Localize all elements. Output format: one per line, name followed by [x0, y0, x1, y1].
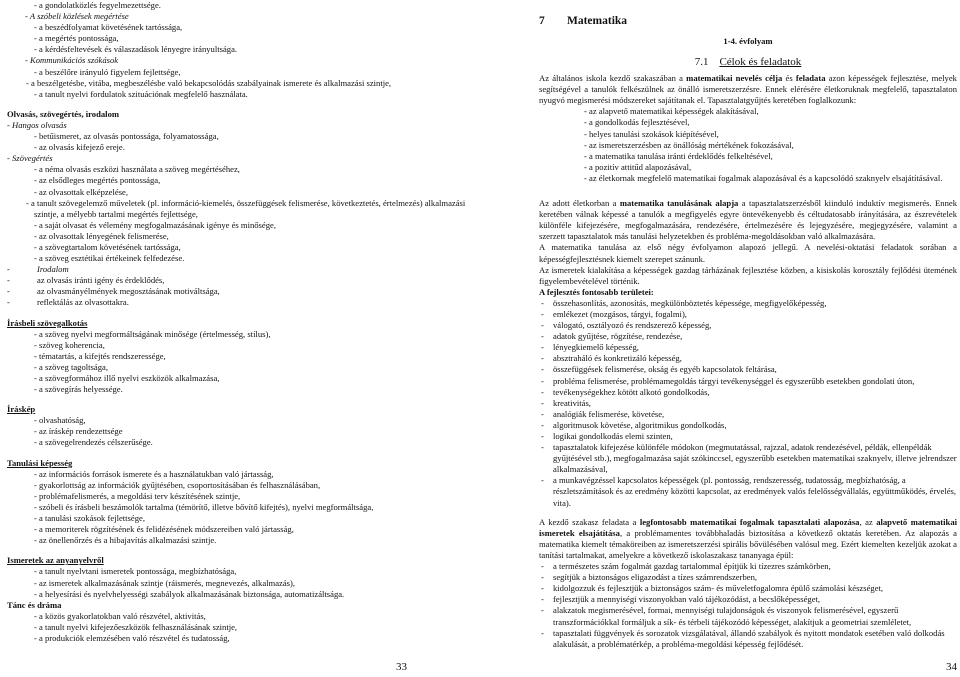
- literature-heading: - Irodalom: [7, 264, 69, 275]
- list-item: - alakzatok megismerésével, formai, mennyiségi tulajdonságok és viszonyok felismerésével, egyszerű transzformációkkal formáljuk a sík- és térbeli tájékozódó képességet, alakítjuk a geometriai szemléletet,: [541, 605, 912, 627]
- list-item: - kidolgozzuk és fejlesztjük a biztonságos szám- és műveletfogalomra épülő számolási készséget,: [541, 583, 884, 594]
- list-item: - válogató, osztályozó és rendszerező képesség,: [541, 320, 712, 331]
- list-item: - gyakorlottság az információk gyűjtésében, csoportosításában és felhasználásában,: [34, 479, 321, 490]
- list-item: - emlékezet (mozgásos, tárgyi, fogalmi),: [541, 308, 687, 319]
- list-item: - a szövegformához illő nyelvi eszközök alkalmazása,: [34, 373, 220, 383]
- drama-list: [7, 611, 470, 644]
- initial-stage-paragraph: A kezdő szakasz feladata a legfontosabb matematikai fogalmak tapasztalati alapozása, az alapvető matematikai ismeretek elsajátítása, a problémamentes továbbhaladás biztosítása a következő oktatás keretében. Az alapozás a matematika kiemelt témaköreiben az ismeretszerzési spirális bővülésében valósul meg. Ezért kiemelten kezeljük azokat a tanítási tartalmakat, amelyekre a következő iskolaszakasz tananyaga épül:: [539, 516, 958, 560]
- learning-list: [7, 469, 470, 547]
- induction-paragraph: Az adott életkorban a matematika tanulásának alapja a tapasztalatszerzésből kiinduló induktív megismerés. Ennek keretében válnak képessé a tanulók a megfigyelés egyre öntevékenyebb és céltudatosabb irányítására, az észrevételek különféle kifejezésére, megfogalmazására, rendezésére, értelmezésére és lejegyzésére, megjegyzésére, valamint a szerzett tapasztalatok más tanulási helyzetekben és probléma-megoldásokban való alkalmazására.: [539, 198, 957, 242]
- list-item: - Hangos olvasás: [7, 119, 67, 130]
- list-item: - analógiák felismerése, követése,: [541, 408, 665, 419]
- list-item: - a beszélgetésbe, vitába, megbeszélésbe való bekapcsolódás szabályainak ismerete és alkalmazási szintje,: [26, 77, 392, 88]
- list-item: - a kérdésfeltevések és válaszadások lényegre irányultsága.: [34, 44, 238, 55]
- list-item: - a memoriterek rögzítésének és felidézésének módszereiben való jártasság,: [34, 524, 294, 535]
- list-item: - a pozitív attitűd alapozásával,: [584, 161, 692, 172]
- list-item: - a produkciók elemzésében való részvétel és tudatosság,: [34, 632, 230, 643]
- list-item: - a szöveg tagoltsága,: [34, 361, 108, 372]
- skills-heading: A fejlesztés fontosabb területei:: [539, 286, 654, 297]
- list-item: - összehasonlítás, azonosítás, megkülönböztetés képessége, megfigyelőképesség,: [541, 297, 827, 308]
- list-item: - az információs források ismerete és a használatukban való jártasság,: [34, 468, 274, 479]
- list-item: - az olvasás kifejező ereje.: [34, 142, 125, 153]
- list-item: - az ismeretek alkalmazásának szintje (ráismerés, megnevezés, alkalmazás),: [34, 577, 296, 588]
- list-item: - szöveg koherencia,: [34, 339, 105, 350]
- list-item: - probléma felismerése, problémamegoldás tárgyi tevékenységgel és egyszerűbb esetekben gondolati úton,: [541, 375, 915, 386]
- list-item: - a néma olvasás eszközi használata a szöveg megértéséhez,: [34, 164, 240, 175]
- list-item: - a helyesírási és nyelvhelyességi szabályok alkalmazásának biztonsága, automatizáltsága.: [34, 588, 345, 599]
- list-item: - a gondolkodás fejlesztésével,: [584, 117, 690, 128]
- right-page: [539, 14, 957, 650]
- list-item: - az olvasmányélmények megosztásának motiváltsága,: [7, 286, 220, 297]
- list-item: - az olvasás iránti igény és érdeklődés,: [7, 275, 165, 286]
- list-item: - a tanult nyelvi kifejezőeszközök felhasználásának szintje,: [34, 621, 238, 632]
- list-item: - a szövegtartalom követésének tartóssága,: [34, 241, 181, 252]
- grade-label: 1-4. évfolyam: [723, 36, 773, 46]
- list-item: - Kommunikációs szókások: [25, 55, 119, 66]
- list-item: - tevékenységekhez kötött alkotó gondolkodás,: [541, 386, 710, 397]
- list-item: - kreativitás,: [541, 397, 591, 408]
- drama-heading: Tánc és dráma: [7, 599, 62, 610]
- list-item: - a szöveg nyelvi megformáltságának minősége (értelmesség, stílus),: [34, 328, 271, 339]
- foundation-paragraph: A matematika tanulása az első négy évfolyamon alapozó jellegű. A nevelési-oktatási feladatok sorában a képességfejlesztésnek kiemelt szerepet szánunk.: [539, 242, 957, 264]
- list-item: - A szóbeli közlések megértése: [25, 11, 129, 22]
- list-item: - olvashatóság,: [34, 415, 86, 426]
- chapter-title: 7 Matematika: [539, 15, 628, 27]
- list-item: - a tanult szövegelemző műveletek (pl. információ-kiemelés, összefüggések felismerése, következtetés, értelmezés) alkalmazási szintje, a mélyebb tartalmi megértés fejlettsége,: [26, 197, 466, 219]
- list-item: - Szövegértés: [7, 153, 53, 164]
- list-item: - logikai gondolkodás elemi szinten,: [541, 431, 673, 441]
- list-item: - a közös gyakorlatokban való részvétel, aktivitás,: [34, 610, 206, 621]
- list-item: - az alapvető matematikai képességek alakításával,: [584, 106, 759, 117]
- reading-skills-list: [7, 120, 470, 264]
- list-item: - algoritmusok követése, algoritmikus gondolkodás,: [541, 419, 727, 430]
- grammar-list: [7, 566, 470, 599]
- list-item: - az önellenőrzés és a hibajavítás alkalmazási szintje.: [34, 535, 217, 546]
- reading-heading: Olvasás, szövegértés, irodalom: [7, 108, 120, 119]
- list-item: - a természetes szám fogalmát gazdag tartalommal építjük ki tízezres számkörben,: [541, 561, 831, 572]
- list-item: - a szöveg esztétikai értékeinek felfedezése.: [34, 253, 185, 264]
- writing-list: [7, 329, 470, 396]
- list-item: - a tanult nyelvtani ismeretek pontossága, megbízhatósága,: [34, 566, 237, 577]
- list-item: - fejlesztjük a mennyiségi viszonyokban való tájékozódást, a becslőképességet,: [541, 594, 821, 605]
- handwriting-list: [7, 415, 470, 448]
- list-item: - az olvasottak lényegének felismerése,: [34, 230, 169, 241]
- handwriting-heading: Íráskép: [7, 404, 36, 415]
- list-item: - a munkavégzéssel kapcsolatos képességek (pl. pontosság, rendszeresség, tudatosság, megbízhatóság, a részletszámítások és az eredmény közötti kapcsolat, az eredmények valós felelősségvállalás, együttműködés, érvelés, vita).: [541, 475, 957, 508]
- list-item: - helyes tanulási szokások kiépítésével,: [584, 128, 719, 139]
- list-item: - a gondolatközlés fegyelmezettsége.: [34, 0, 161, 10]
- list-item: - adatok gyűjtése, rögzítése, rendezése,: [541, 331, 683, 342]
- list-item: - problémafelismerés, a megoldási terv készítésének szintje,: [34, 490, 241, 501]
- page-number-left: 33: [396, 660, 407, 673]
- list-item: - a beszélőre irányuló figyelem fejlettsége,: [34, 66, 181, 77]
- learning-heading: Tanulási képesség: [7, 457, 73, 468]
- list-item: - szóbeli és írásbeli beszámolók tartalma (témörítő, illetve bővítő kifejtés), nyelvi megformáltsága,: [34, 501, 374, 512]
- list-item: - tapasztalatok kifejezése különféle módokon (megmutatással, rajzzal, adatok rendezésével, példák, ellenpéldák gyűjtésével stb.), megfogalmazása saját szókinccsel, egyszerűbb esetekben matematikai szaknyelv, illetve jelrendszer alkalmazásával,: [541, 442, 957, 475]
- list-item: - az elsődleges megértés pontossága,: [34, 175, 161, 186]
- list-item: - reflektálás az olvasottakra.: [7, 297, 129, 308]
- list-item: - a megértés pontossága,: [34, 33, 119, 44]
- left-page: [7, 0, 470, 644]
- list-item: - a tanult nyelvi fordulatok szituációnak megfelelő használata.: [34, 88, 248, 99]
- section-title: 7.1 Célok és feladatok: [694, 56, 802, 69]
- list-item: - tématartás, a kifejtés rendszeressége,: [34, 350, 166, 361]
- page-number-right: 34: [946, 660, 957, 673]
- list-item: - a saját olvasat és vélemény megfogalmazásának igénye és minősége,: [34, 219, 276, 230]
- list-item: - segítjük a biztonságos eligazodást a tízes számrendszerben,: [541, 572, 758, 583]
- grammar-heading: Ismeretek az anyanyelvről: [7, 555, 104, 566]
- writing-heading: Írásbeli szövegalkotás: [7, 317, 88, 328]
- list-item: - lényegkiemelő képesség,: [541, 342, 639, 353]
- skills-list: [539, 298, 957, 509]
- goals-paragraph: Az általános iskola kezdő szakaszában a matematikai nevelés célja és feladata azon képességek fejlesztése, melyek segítségével a tanulók felkészülnek az önálló ismeretszerzésre. Ennek elérésére életkoruknak megfelelő, tapasztalaton nyugvó megismerési módszereket sajátítanak el. Tapasztalatgyűjtés keretében foglalkozunk:: [539, 73, 957, 106]
- list-item: - az életkornak megfelelő matematikai fogalmak alapozásával és a kapcsolódó szaknyelv elsajátításával.: [584, 172, 943, 183]
- list-item: - a szövegírás helyessége.: [34, 384, 123, 395]
- list-item: - az olvasottak elképzelése,: [34, 186, 129, 197]
- list-item: - az ismeretszerzésben az önállóság mértékének fokozásával,: [584, 139, 794, 150]
- list-item: - a beszédfolyamat követésének tartóssága,: [34, 22, 183, 33]
- list-item: - tapasztalati függvények és sorozatok vizsgálatával, állandó szabályok és nyitott mondatok esetében való dolkodás alakulását, a problématérkép, a probléma-megoldási képesség fejlődését.: [541, 627, 945, 649]
- list-item: - összefüggések felismerése, okság és egyéb kapcsolatok feltárása,: [541, 364, 777, 375]
- list-item: - a tanulási szokások fejlettsége,: [34, 513, 145, 524]
- list-item: - a matematika tanulása iránti érdeklődés felkeltésével,: [584, 150, 773, 161]
- literature-list: [7, 275, 470, 308]
- content-list: [539, 561, 957, 650]
- list-item: - absztraháló és konkretizáló képesség,: [541, 353, 682, 364]
- knowledge-paragraph: Az ismeretek kialakítása a képességek gazdag tárházának fejlesztése közben, a kisiskolás korosztály fejlődési ütemének figyelembevételével történik.: [539, 264, 957, 286]
- experience-list: [539, 106, 957, 184]
- speech-skills-list: [7, 0, 470, 100]
- list-item: - az íráskép rendezettsége: [34, 426, 123, 437]
- list-item: - a szövegelrendezés célszerűsége.: [34, 437, 153, 448]
- list-item: - betűismeret, az olvasás pontossága, folyamatossága,: [34, 131, 219, 142]
